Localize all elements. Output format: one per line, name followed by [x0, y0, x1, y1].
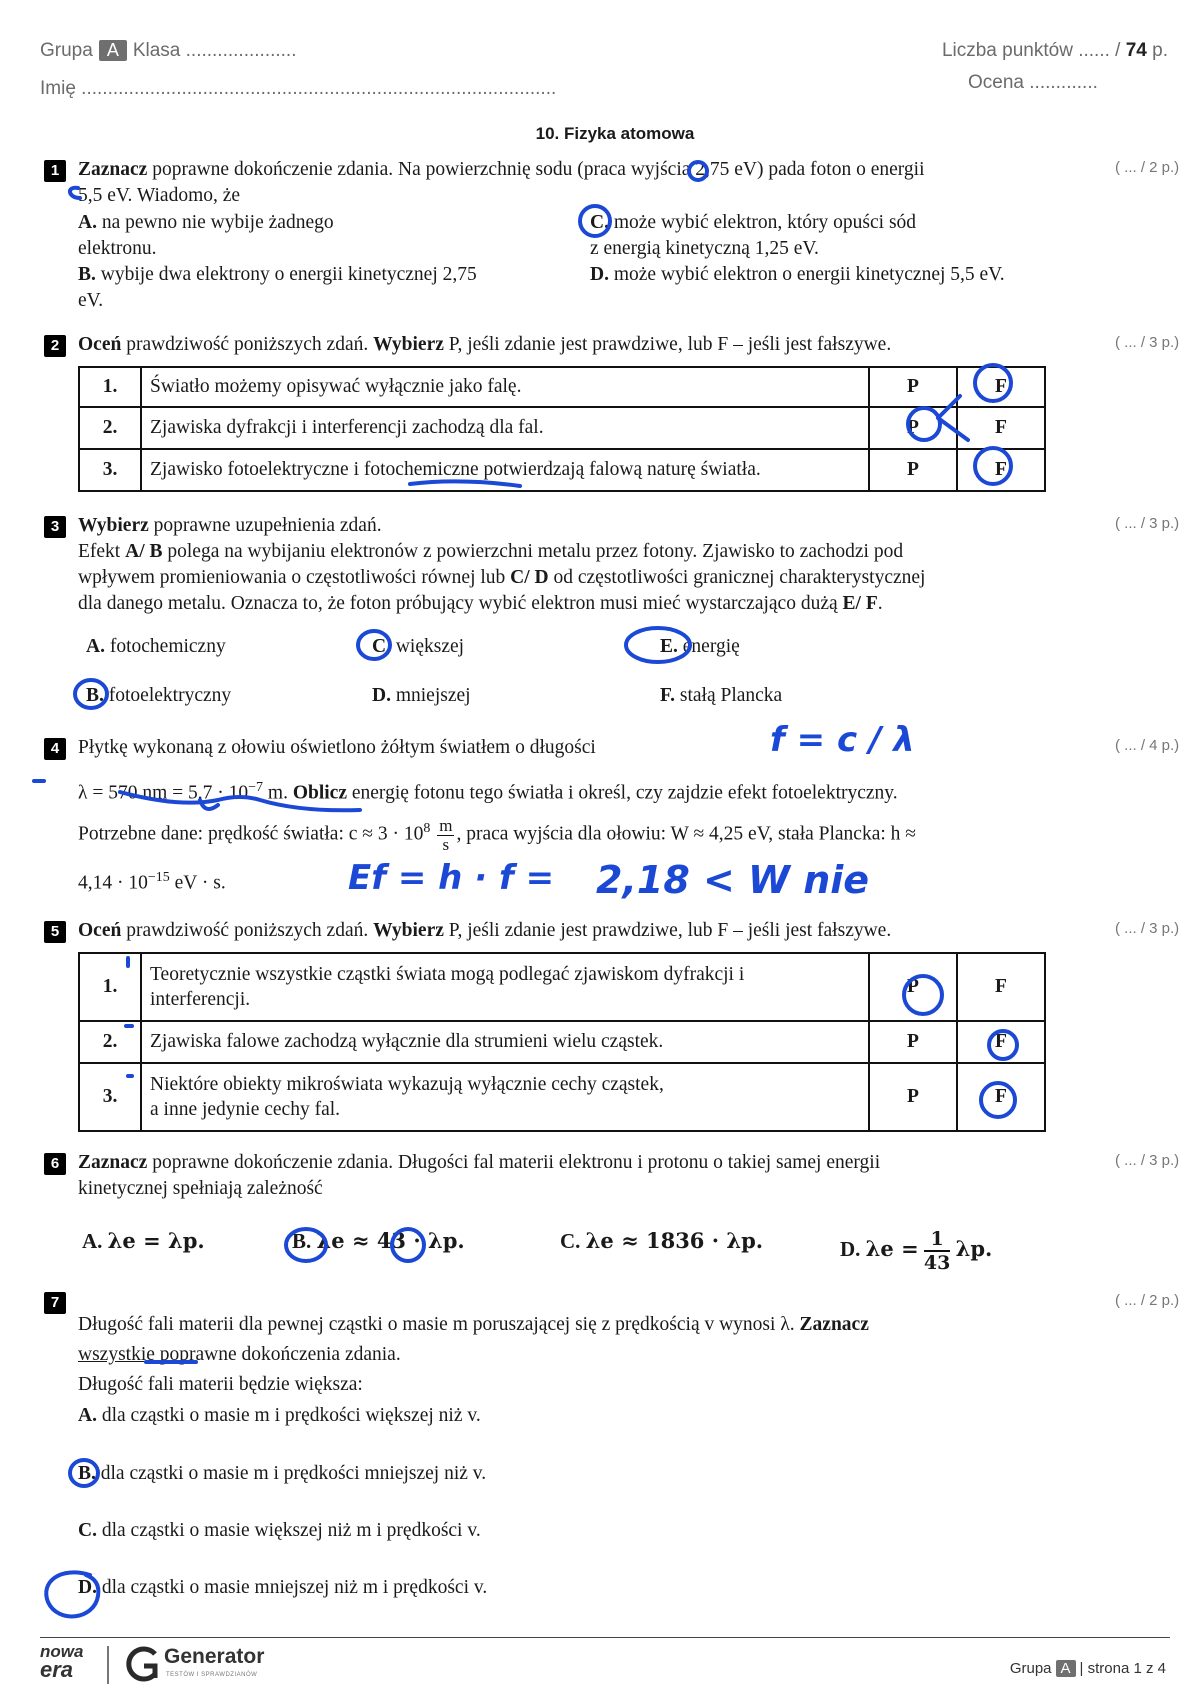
handwritten-energy: Ef = h · f =: [348, 858, 555, 898]
statement: Światło możemy opisywać wyłącznie jako falę.: [141, 367, 869, 407]
points-q6: ( ... / 3 p.): [1115, 1152, 1180, 1169]
q1-option-c[interactable]: C. może wybić elektron, który opuści sód z energią kinetyczną 1,25 eV.: [590, 212, 917, 259]
q6-option-d[interactable]: D. λe = $\frac{1}{43}$ λp.: [840, 1228, 993, 1274]
generator-logo-icon: [122, 1644, 162, 1684]
true-option[interactable]: P: [869, 953, 957, 1021]
question-number-1: 1: [44, 160, 66, 182]
q3-option-d[interactable]: D. mniejszej: [372, 685, 471, 706]
page-indicator: Grupa A | strona 1 z 4: [1009, 1660, 1166, 1677]
q7-circle-b: [70, 1460, 98, 1486]
q6-prompt: Zaznacz poprawne dokończenie zdania. Długości fal materii elektronu i protonu o takiej samej energii kinetycznej spełniają zależność: [78, 1152, 881, 1199]
generator-subtext: TESTÓW I SPRAWDZIANÓW: [166, 1672, 258, 1678]
q3-prompt: Wybierz poprawne uzupełnienia zdań. Efekt A/ B polega na wybijaniu elektronów z powierzchni metalu przez fotony. Zjawisko to zachodzi pod wpływem promieniowania o częstotliwości równej lub C/ D od częstotliwości granicznej charakterystycznej dla danego metalu. Oznacza to, że foton próbujący wybić elektron musi mieć wystarczająco dużą E/ F.: [78, 515, 926, 614]
name-field[interactable]: Imię ..........................................................................................: [40, 78, 557, 99]
q7-option-d[interactable]: D. dla cząstki o masie mniejszej niż m i prędkości v.: [78, 1577, 488, 1598]
q3-circle-c: [358, 631, 390, 659]
q3-option-a[interactable]: A. fotochemiczny: [86, 636, 226, 657]
q6-circle-43: [392, 1229, 424, 1261]
footer-divider: [40, 1637, 1170, 1638]
q2-prompt: Oceń prawdziwość poniższych zdań. Wybierz P, jeśli zdanie jest prawdziwe, lub F – jeśli jest fałszywe.: [78, 334, 892, 355]
q1-prompt: Zaznacz poprawne dokończenie zdania. Na powierzchnię sodu (praca wyjścia 2,75 eV) pada foton o energii 5,5 eV. Wiadomo, że: [78, 159, 925, 206]
q2-circle-p2: [908, 408, 940, 440]
q2-circle-f3: [975, 448, 1011, 484]
q3-option-b[interactable]: B. fotoelektryczny: [86, 685, 232, 706]
q5-prompt: Oceń prawdziwość poniższych zdań. Wybierz P, jeśli zdanie jest prawdziwe, lub F – jeśli jest fałszywe.: [78, 920, 892, 941]
q7-circle-d: [46, 1572, 98, 1616]
q4-planck: $4,14 \cdot 10^{-15}$ eV · s.: [78, 870, 226, 894]
true-option[interactable]: P: [869, 1063, 957, 1131]
q4-prompt-2: λ = 570 nm = $5,7 \cdot 10^{-7}$ m. Oblicz energię fotonu tego światła i określ, czy zajdzie efekt fotoelektryczny.: [78, 780, 898, 804]
generator-logo: [122, 1644, 162, 1689]
q3-circle-e: [626, 628, 690, 662]
handwritten-formula: f = c / λ: [770, 720, 915, 760]
group-field: Grupa A Klasa .....................: [40, 40, 297, 61]
q6-option-a[interactable]: A. λe = λp.: [82, 1228, 205, 1253]
handwritten-answer: 2,18 < W nie: [596, 858, 870, 902]
points-q1: ( ... / 2 p.): [1115, 159, 1180, 176]
row-number: 3.: [79, 1063, 141, 1131]
true-option[interactable]: P: [869, 407, 957, 449]
q1-mark-circle: [689, 162, 707, 180]
q1-mark-hook: [70, 188, 80, 198]
question-number-4: 4: [44, 738, 66, 760]
false-option[interactable]: F: [957, 1021, 1045, 1063]
q4-prompt-1: Płytkę wykonaną z ołowiu oświetlono żółtym światłem o długości: [78, 737, 596, 758]
q2-arrow: [938, 396, 968, 440]
false-option[interactable]: F: [957, 367, 1045, 407]
q6-option-c[interactable]: C. λe ≈ 1836 · λp.: [560, 1228, 764, 1253]
unit-fraction: $\frac{m}{s}$: [439, 815, 453, 854]
row-number: 2.: [79, 407, 141, 449]
true-option[interactable]: P: [869, 449, 957, 491]
statement: Zjawiska falowe zachodzą wyłącznie dla strumieni wielu cząstek.: [141, 1021, 869, 1063]
question-number-6: 6: [44, 1153, 66, 1175]
q5-circle-p1: [904, 976, 942, 1014]
q4-given-data: Potrzebne dane: prędkość światła: $c \approx 3 \cdot 10^8$ $\frac{m}{s}$ , praca wyjścia dla ołowiu: W ≈ 4,25 eV, stała Plancka: h ≈: [78, 815, 916, 854]
question-number-2: 2: [44, 335, 66, 357]
fraction: $\frac{1}{43}$: [923, 1228, 951, 1274]
q5-circle-f2: [989, 1031, 1017, 1059]
q1-option-b[interactable]: B. wybije dwa elektrony o energii kinetycznej 2,75 eV.: [78, 264, 477, 311]
logo-divider: [107, 1646, 109, 1684]
statement: Niektóre obiekty mikroświata wykazują wyłącznie cechy cząstek, a inne jedynie cechy fal.: [141, 1063, 869, 1131]
statement: Teoretycznie wszystkie cząstki świata mogą podlegać zjawiskom dyfrakcji i interferencji.: [141, 953, 869, 1021]
q6-circle-b: [286, 1229, 326, 1261]
q7-option-c[interactable]: C. dla cząstki o masie większej niż m i prędkości v.: [78, 1520, 481, 1541]
false-option[interactable]: F: [957, 953, 1045, 1021]
q4-underline: [120, 792, 360, 810]
row-number: 2.: [79, 1021, 141, 1063]
question-number-3: 3: [44, 516, 66, 538]
q3-option-e[interactable]: E. energię: [660, 636, 740, 657]
q7-option-a[interactable]: A. dla cząstki o masie m i prędkości większej niż v.: [78, 1405, 481, 1426]
q3-option-c[interactable]: C. większej: [372, 636, 465, 657]
points-q2: ( ... / 3 p.): [1115, 334, 1180, 351]
statement: Zjawisko fotoelektryczne i fotochemiczne potwierdzają falową naturę światła.: [141, 449, 869, 491]
row-number: 3.: [79, 449, 141, 491]
points-q3: ( ... / 3 p.): [1115, 515, 1180, 532]
q2-circle-f1: [975, 365, 1011, 401]
points-q5: ( ... / 3 p.): [1115, 920, 1180, 937]
false-option[interactable]: F: [957, 449, 1045, 491]
q3-circle-b: [75, 680, 107, 708]
false-option[interactable]: F: [957, 407, 1045, 449]
class-field[interactable]: Klasa .....................: [132, 40, 297, 61]
true-option[interactable]: P: [869, 1021, 957, 1063]
nowa-era-logo: nowa era: [40, 1642, 84, 1682]
group-badge: A: [99, 40, 127, 61]
q5-circle-f3: [981, 1083, 1015, 1117]
points-q4: ( ... / 4 p.): [1115, 737, 1180, 754]
question-number-5: 5: [44, 921, 66, 943]
q1-circle-c: [580, 206, 610, 236]
false-option[interactable]: F: [957, 1063, 1045, 1131]
question-number-7: 7: [44, 1292, 66, 1314]
page-title: 10. Fizyka atomowa: [535, 124, 695, 143]
q1-option-a[interactable]: A. na pewno nie wybije żadnego elektronu.: [78, 212, 334, 259]
statement: Zjawiska dyfrakcji i interferencji zachodzą dla fal.: [141, 407, 869, 449]
q6-option-b[interactable]: B. λe ≈ 43 · λp.: [292, 1228, 465, 1253]
points-field: Liczba punktów ...... / 74 p.: [941, 40, 1168, 61]
q7-prompt: Długość fali materii dla pewnej cząstki o masie m poruszającej się z prędkością v wynosi λ. Zaznacz wszystkie poprawne dokończenia zdania. Długość fali materii będzie większa:: [78, 1314, 869, 1395]
row-number: 1.: [79, 953, 141, 1021]
row-number: 1.: [79, 367, 141, 407]
footer-group-badge: A: [1056, 1660, 1076, 1677]
q2-underline: [410, 481, 520, 486]
true-option[interactable]: P: [869, 367, 957, 407]
q3-option-f[interactable]: F. stałą Plancka: [660, 685, 783, 706]
grade-field[interactable]: Ocena .............: [968, 72, 1098, 93]
q1-option-d[interactable]: D. może wybić elektron o energii kinetycznej 5,5 eV.: [590, 264, 1005, 285]
generator-text: Generator: [164, 1645, 265, 1668]
points-q7: ( ... / 2 p.): [1115, 1292, 1180, 1309]
q7-option-b[interactable]: B. dla cząstki o masie m i prędkości mniejszej niż v.: [78, 1463, 487, 1484]
